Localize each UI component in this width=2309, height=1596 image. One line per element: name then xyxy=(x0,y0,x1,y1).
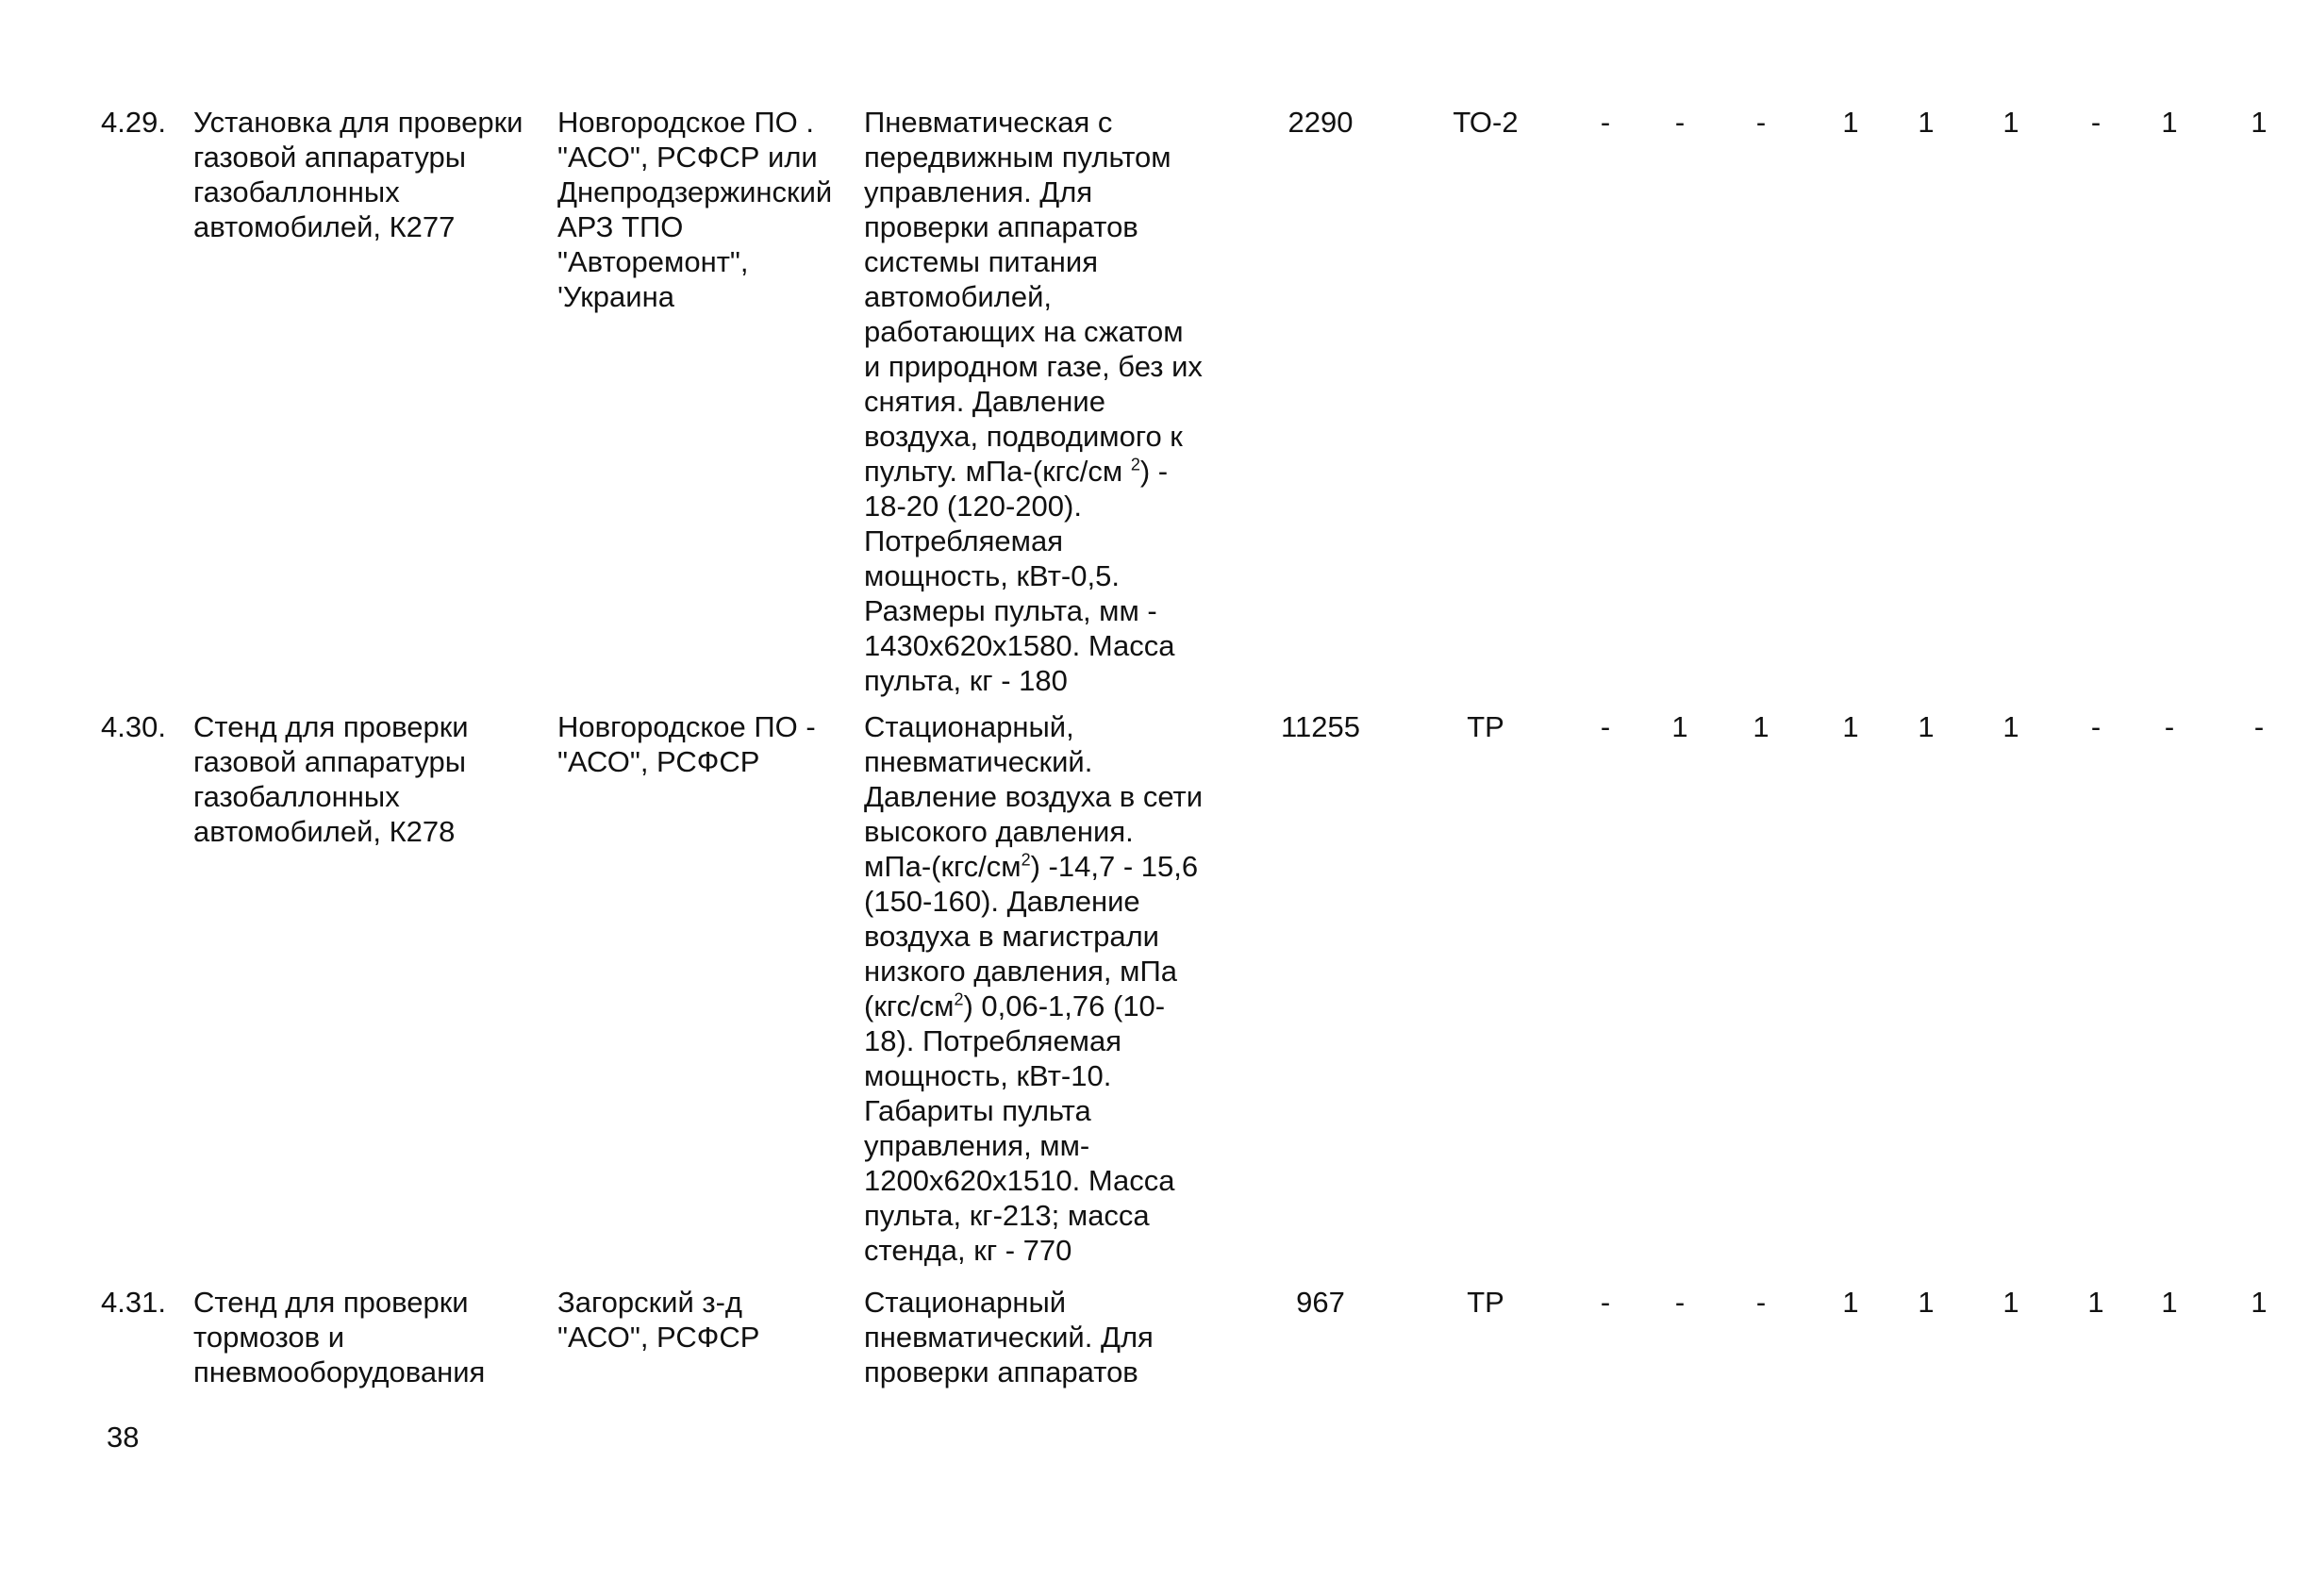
applicability-mark: 1 xyxy=(2251,106,2267,139)
item-manufacturer: Новгородское ПО - "АСО", РСФСР xyxy=(557,710,816,778)
applicability-mark: - xyxy=(1600,710,1611,743)
applicability-mark: - xyxy=(2090,106,2101,139)
applicability-mark: 1 xyxy=(1842,710,1859,743)
applicability-mark: 1 xyxy=(1671,710,1688,743)
page-number: 38 xyxy=(107,1421,140,1454)
applicability-mark: 1 xyxy=(2161,106,2178,139)
applicability-mark: 1 xyxy=(1918,106,1935,139)
item-name: Установка для проверки газовой аппаратуры газобаллонных автомобилей, К277 xyxy=(193,106,523,243)
applicability-mark: - xyxy=(2253,710,2265,743)
description-text: Пневматическая с передвижным пультом управления. Для проверки аппаратов системы питания автомобилей, работающих на сжатом и природном газе, без их снятия. Давление воздуха, подводимого к пульту. мПа-(кгс/см xyxy=(864,106,1203,488)
applicability-mark: - xyxy=(2164,710,2175,743)
applicability-mark: - xyxy=(2090,710,2101,743)
applicability-mark: 1 xyxy=(2002,106,2019,139)
item-number: 4.30. xyxy=(101,710,166,743)
item-manufacturer: Новгородское ПО . "АСО", РСФСР или Днепродзержинский АРЗ ТПО "Авторемонт", 'Украина xyxy=(557,106,833,313)
description-text: ) - 18-20 (120-200). Потребляемая мощность, кВт-0,5. Размеры пульта, мм - 1430x620x1580. Масса пульта, кг - 180 xyxy=(864,455,1175,697)
item-service-type: ТР xyxy=(1467,1286,1504,1319)
description-text: ) -14,7 - 15,6 (150-160). Давление воздуха в магистрали низкого давления, мПа (кгс/см xyxy=(864,850,1199,1022)
applicability-mark: - xyxy=(1674,106,1686,139)
applicability-mark: - xyxy=(1600,106,1611,139)
item-manufacturer: Загорский з-д "АСО", РСФСР xyxy=(557,1286,760,1354)
applicability-mark: - xyxy=(1755,1286,1767,1319)
item-service-type: ТО-2 xyxy=(1453,106,1519,139)
item-description xyxy=(864,1285,1251,1389)
item-price: 2290 xyxy=(1287,106,1354,139)
applicability-mark: 1 xyxy=(1918,710,1935,743)
item-price: 11255 xyxy=(1281,710,1360,743)
applicability-mark: - xyxy=(1755,106,1767,139)
applicability-mark: 1 xyxy=(1842,106,1859,139)
description-text: Стационарный пневматический. Для проверки аппаратов xyxy=(864,1286,1154,1388)
item-service-type: ТР xyxy=(1467,710,1504,743)
applicability-mark: 1 xyxy=(2161,1286,2178,1319)
item-number: 4.31. xyxy=(101,1286,166,1319)
description-text: Стационарный, пневматический. Давление воздуха в сети высокого давления. мПа-(кгс/см xyxy=(864,710,1204,883)
item-price: 967 xyxy=(1296,1286,1345,1319)
item-description xyxy=(864,105,1251,698)
applicability-mark: 1 xyxy=(2002,710,2019,743)
item-name: Стенд для проверки газовой аппаратуры газобаллонных автомобилей, К278 xyxy=(193,710,469,848)
item-description xyxy=(864,709,1251,1268)
applicability-mark: 1 xyxy=(1842,1286,1859,1319)
applicability-mark: 1 xyxy=(2002,1286,2019,1319)
superscript: 2 xyxy=(1021,850,1031,870)
item-name: Стенд для проверки тормозов и пневмооборудования xyxy=(193,1286,486,1388)
applicability-mark: 1 xyxy=(1753,710,1769,743)
item-number: 4.29. xyxy=(101,106,166,139)
applicability-mark: 1 xyxy=(1918,1286,1935,1319)
description-text: ) 0,06-1,76 (10- 18). Потребляемая мощность, кВт-10. Габариты пульта управления, мм- 1200x620x1510. Масса пульта, кг-213; масса стенда, кг - 770 xyxy=(864,989,1175,1267)
superscript: 2 xyxy=(1130,455,1140,474)
applicability-mark: 1 xyxy=(2251,1286,2267,1319)
applicability-mark: - xyxy=(1600,1286,1611,1319)
superscript: 2 xyxy=(954,989,964,1009)
applicability-mark: 1 xyxy=(2087,1286,2104,1319)
applicability-mark: - xyxy=(1674,1286,1686,1319)
